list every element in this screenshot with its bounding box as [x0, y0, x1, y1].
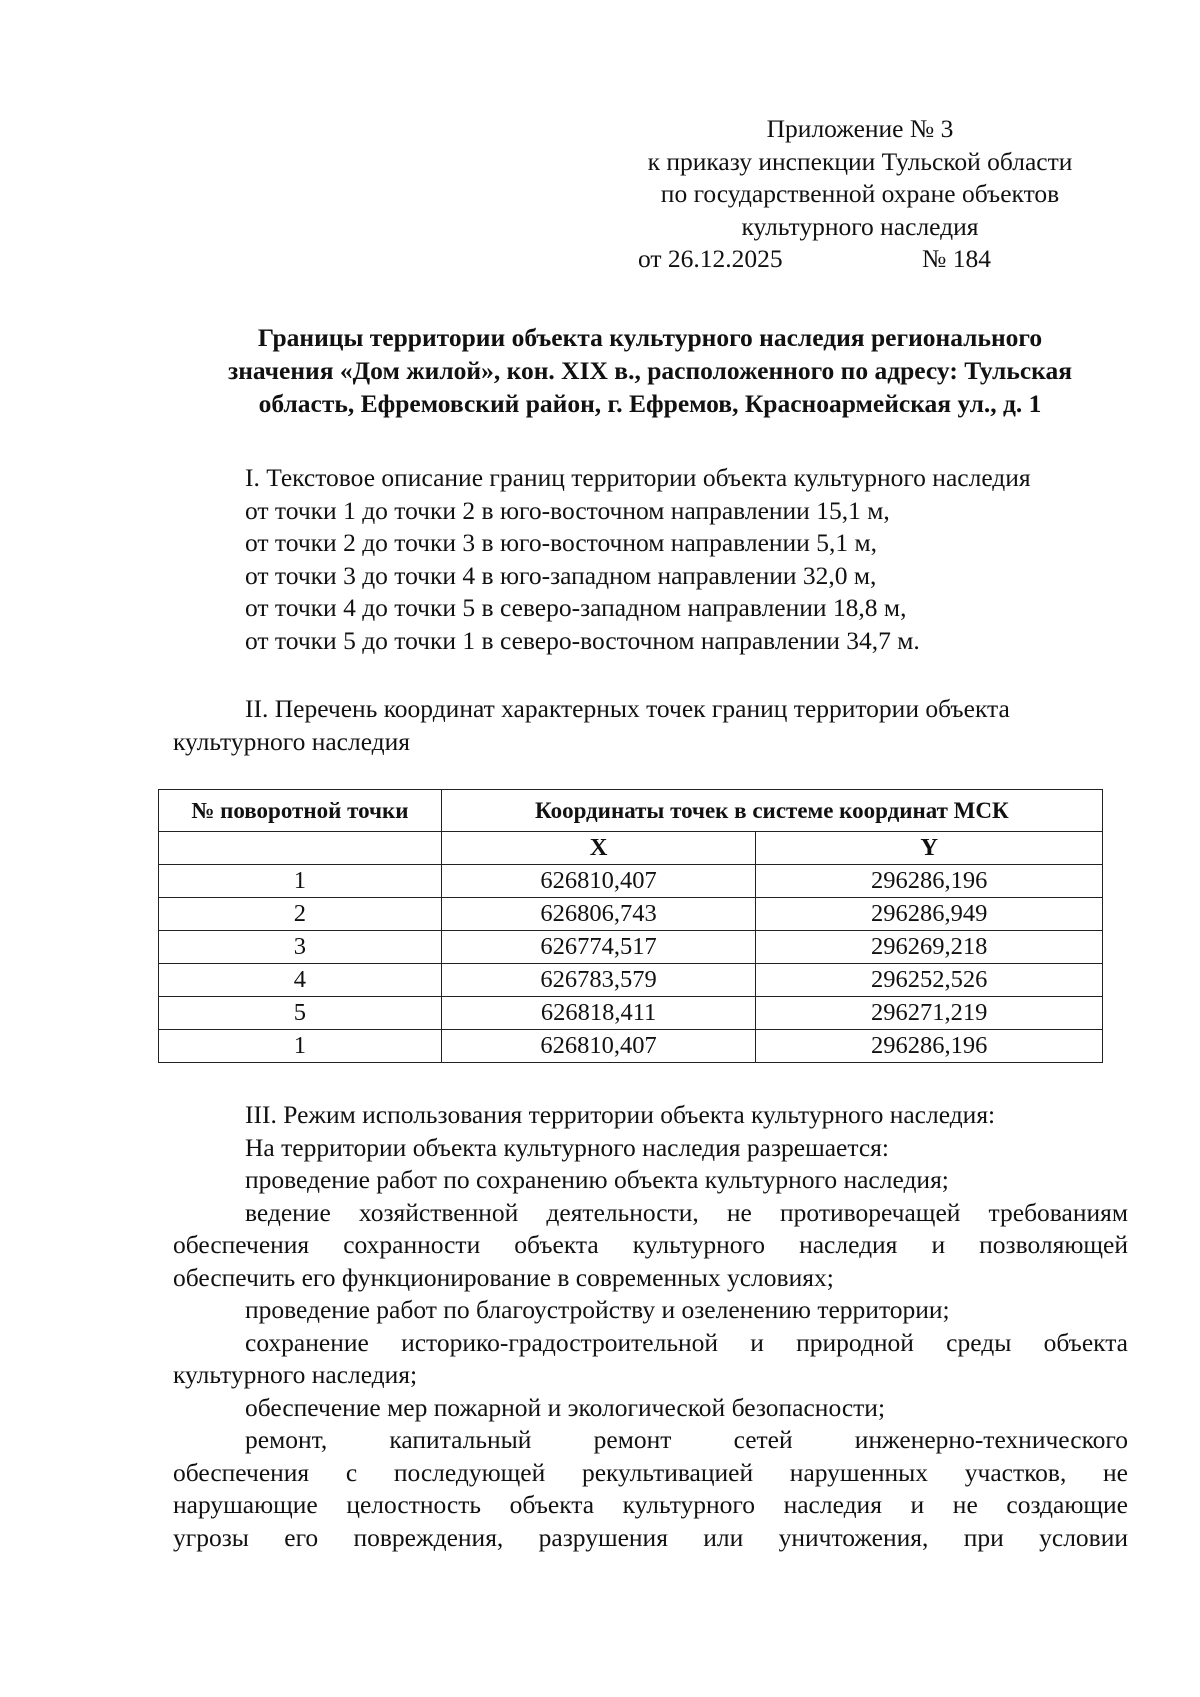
y-coordinate-cell: 296286,949: [756, 898, 1103, 931]
section3-heading: III. Режим использования территории объекта культурного наследия:: [245, 1100, 996, 1129]
table-subheader-row: [159, 832, 1103, 865]
appendix-header: [600, 113, 1120, 276]
y-coordinate-cell: 296286,196: [756, 865, 1103, 898]
y-coordinate-cell: 296286,196: [756, 1030, 1103, 1063]
column-header-coordinates: Координаты точек в системе координат МСК: [441, 790, 1102, 832]
document-title: [172, 321, 1128, 420]
table-row: [159, 964, 1103, 997]
appendix-title: Приложение № 3: [766, 114, 954, 143]
section2-heading-line: культурного наследия: [173, 726, 411, 756]
y-coordinate-cell: 296252,526: [756, 964, 1103, 997]
boundary-line: от точки 3 до точки 4 в юго-западном направлении 32,0 м,: [245, 560, 877, 590]
allowed-item-line: угрозы его повреждения, разрушения или уничтожения, при условии: [173, 1522, 1128, 1552]
y-coordinate-cell: 296271,219: [756, 997, 1103, 1030]
section2-heading-line: II. Перечень координат характерных точек границ территории объекта: [245, 694, 1010, 723]
appendix-heritage-line: культурного наследия: [741, 211, 979, 241]
table-row: [159, 865, 1103, 898]
section-boundary-description: [173, 462, 1128, 657]
point-number-cell: 1: [159, 865, 442, 898]
coordinates-table: [158, 789, 1103, 1063]
order-number: № 184: [922, 244, 991, 273]
allowed-item-line: ведение хозяйственной деятельности, не противоречащей требованиям: [245, 1197, 1128, 1227]
table-row: [159, 1030, 1103, 1063]
title-line: область, Ефремовский район, г. Ефремов, Красноармейская ул., д. 1: [258, 389, 1042, 418]
table-row: [159, 997, 1103, 1030]
appendix-agency-line: по государственной охране объектов: [660, 179, 1060, 208]
x-coordinate-cell: 626783,579: [441, 964, 756, 997]
x-coordinate-cell: 626818,411: [441, 997, 756, 1030]
x-coordinate-cell: 626774,517: [441, 931, 756, 964]
allowed-item-line: культурного наследия;: [173, 1360, 418, 1389]
point-number-cell: 5: [159, 997, 442, 1030]
allowed-intro: На территории объекта культурного наследия разрешается:: [245, 1132, 889, 1162]
boundary-line: от точки 4 до точки 5 в северо-западном направлении 18,8 м,: [245, 593, 907, 622]
point-number-cell: 2: [159, 898, 442, 931]
section-usage-regime: [173, 1099, 1128, 1554]
order-date: от 26.12.2025: [638, 244, 783, 273]
point-number-cell: 1: [159, 1030, 442, 1063]
table-row: [159, 898, 1103, 931]
section1-heading: I. Текстовое описание границ территории объекта культурного наследия: [245, 463, 1031, 492]
column-header-y: Y: [756, 832, 1103, 865]
allowed-item: проведение работ по благоустройству и озеленению территории;: [245, 1295, 950, 1324]
allowed-item-line: сохранение историко-градостроительной и природной среды объекта: [245, 1327, 1128, 1357]
x-coordinate-cell: 626806,743: [441, 898, 756, 931]
allowed-item: проведение работ по сохранению объекта культурного наследия;: [245, 1165, 949, 1194]
boundary-line: от точки 1 до точки 2 в юго-восточном направлении 15,1 м,: [245, 495, 890, 525]
table-row: [159, 931, 1103, 964]
title-line: значения «Дом жилой», кон. XIX в., расположенного по адресу: Тульская: [227, 356, 1073, 385]
allowed-item: обеспечение мер пожарной и экологической безопасности;: [245, 1392, 886, 1422]
table-header-row: [159, 790, 1103, 832]
x-coordinate-cell: 626810,407: [441, 865, 756, 898]
allowed-item-line: обеспечения с последующей рекультивацией нарушенных участков, не: [173, 1457, 1128, 1487]
empty-header-cell: [159, 832, 442, 865]
title-line: Границы территории объекта культурного наследия регионального: [257, 323, 1043, 352]
allowed-item-line: обеспечения сохранности объекта культурного наследия и позволяющей: [173, 1230, 1128, 1259]
point-number-cell: 3: [159, 931, 442, 964]
column-header-point: № поворотной точки: [159, 790, 442, 832]
boundary-line: от точки 5 до точки 1 в северо-восточном направлении 34,7 м.: [245, 625, 920, 655]
allowed-item-line: ремонт, капитальный ремонт сетей инженерно-технического: [245, 1425, 1128, 1454]
appendix-order-line: к приказу инспекции Тульской области: [647, 146, 1073, 176]
x-coordinate-cell: 626810,407: [441, 1030, 756, 1063]
y-coordinate-cell: 296269,218: [756, 931, 1103, 964]
allowed-item-line: обеспечить его функционирование в современных условиях;: [173, 1262, 834, 1292]
point-number-cell: 4: [159, 964, 442, 997]
section-coordinates-heading: [173, 693, 1128, 758]
appendix-date-row: [600, 243, 1120, 276]
column-header-x: X: [441, 832, 756, 865]
boundary-line: от точки 2 до точки 3 в юго-восточном направлении 5,1 м,: [245, 528, 877, 557]
allowed-item-line: нарушающие целостность объекта культурного наследия и не создающие: [173, 1490, 1128, 1519]
